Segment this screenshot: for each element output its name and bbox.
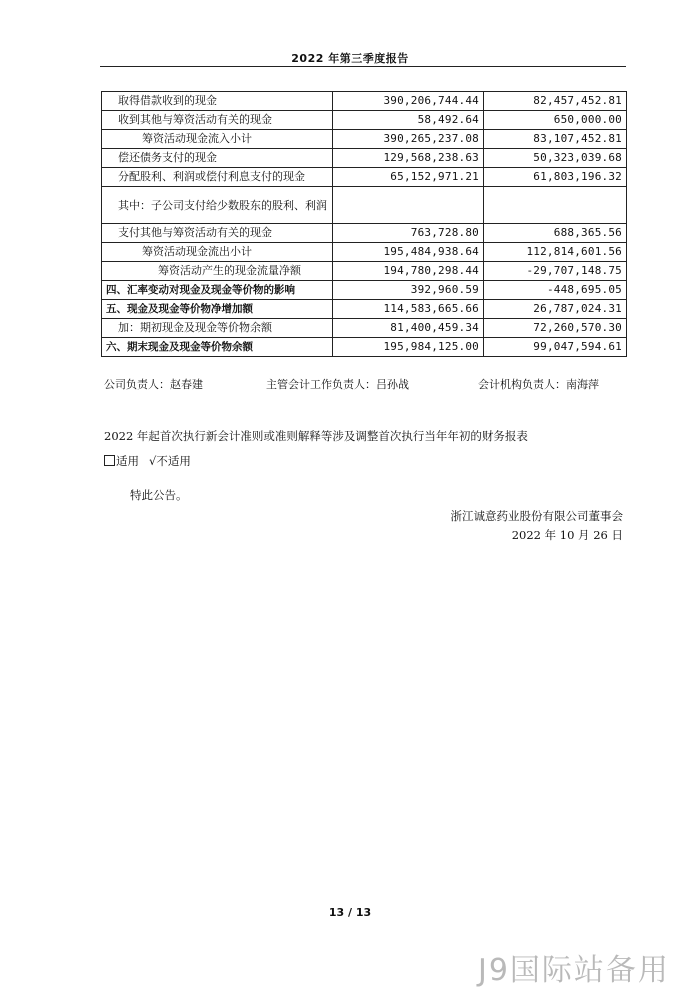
company-head-signature: 公司负责人：赵春建 — [104, 378, 203, 391]
row-label: 收到其他与筹资活动有关的现金 — [102, 111, 333, 130]
current-period-value: 58,492.64 — [333, 111, 484, 130]
table-row — [102, 319, 627, 338]
applicability-options — [104, 453, 191, 469]
table-row — [102, 168, 627, 187]
current-period-value: 194,780,298.44 — [333, 262, 484, 281]
row-label: 筹资活动产生的现金流量净额 — [102, 262, 333, 281]
prior-period-value: 112,814,601.56 — [484, 243, 627, 262]
prior-period-value — [484, 187, 627, 224]
not-applicable-label: 不适用 — [156, 454, 191, 468]
current-period-value: 392,960.59 — [333, 281, 484, 300]
board-signature: 浙江诚意药业股份有限公司董事会 — [450, 509, 623, 523]
current-period-value: 114,583,665.66 — [333, 300, 484, 319]
accounting-dept-head-signature: 会计机构负责人：南海萍 — [478, 378, 599, 391]
row-label: 加：期初现金及现金等价物余额 — [102, 319, 333, 338]
page-number: 13 / 13 — [328, 906, 372, 919]
table-row — [102, 281, 627, 300]
table-row — [102, 130, 627, 149]
row-label: 筹资活动现金流入小计 — [102, 130, 333, 149]
prior-period-value: 50,323,039.68 — [484, 149, 627, 168]
table-row — [102, 149, 627, 168]
prior-period-value: 82,457,452.81 — [484, 92, 627, 111]
prior-period-value: 26,787,024.31 — [484, 300, 627, 319]
row-label: 筹资活动现金流出小计 — [102, 243, 333, 262]
row-label: 其中：子公司支付给少数股东的股利、利润 — [102, 187, 333, 224]
prior-period-value: 83,107,452.81 — [484, 130, 627, 149]
accounting-head-signature: 主管会计工作负责人：吕孙战 — [266, 378, 409, 391]
prior-period-value: 99,047,594.61 — [484, 338, 627, 357]
table-row — [102, 224, 627, 243]
prior-period-value: 688,365.56 — [484, 224, 627, 243]
row-label: 六、期末现金及现金等价物余额 — [102, 338, 333, 357]
prior-period-value: 650,000.00 — [484, 111, 627, 130]
table-row — [102, 187, 627, 224]
current-period-value: 195,484,938.64 — [333, 243, 484, 262]
table-row — [102, 111, 627, 130]
prior-period-value: -29,707,148.75 — [484, 262, 627, 281]
table-row — [102, 338, 627, 357]
current-period-value — [333, 187, 484, 224]
row-label: 五、现金及现金等价物净增加额 — [102, 300, 333, 319]
table-row — [102, 262, 627, 281]
report-header-title: 2022 年第三季度报告 — [291, 52, 409, 65]
row-label: 取得借款收到的现金 — [102, 92, 333, 111]
row-label: 支付其他与筹资活动有关的现金 — [102, 224, 333, 243]
current-period-value: 390,206,744.44 — [333, 92, 484, 111]
table-row — [102, 300, 627, 319]
applicable-checkbox — [104, 455, 115, 466]
watermark-text: J9国际站备用 — [478, 953, 670, 988]
current-period-value: 81,400,459.34 — [333, 319, 484, 338]
row-label: 偿还债务支付的现金 — [102, 149, 333, 168]
prior-period-value: 72,260,570.30 — [484, 319, 627, 338]
table-row — [102, 243, 627, 262]
prior-period-value: -448,695.05 — [484, 281, 627, 300]
row-label: 分配股利、利润或偿付利息支付的现金 — [102, 168, 333, 187]
cash-flow-table — [101, 91, 627, 357]
current-period-value: 195,984,125.00 — [333, 338, 484, 357]
accounting-standard-notice: 2022 年起首次执行新会计准则或准则解释等涉及调整首次执行当年年初的财务报表 — [104, 429, 528, 443]
prior-period-value: 61,803,196.32 — [484, 168, 627, 187]
current-period-value: 129,568,238.63 — [333, 149, 484, 168]
check-icon: √ — [149, 454, 157, 468]
table-row — [102, 92, 627, 111]
header-divider — [100, 66, 626, 67]
current-period-value: 390,265,237.08 — [333, 130, 484, 149]
applicable-label: 适用 — [116, 454, 139, 468]
current-period-value: 65,152,971.21 — [333, 168, 484, 187]
row-label: 四、汇率变动对现金及现金等价物的影响 — [102, 281, 333, 300]
current-period-value: 763,728.80 — [333, 224, 484, 243]
announcement-date: 2022 年 10 月 26 日 — [511, 528, 623, 542]
announcement-text: 特此公告。 — [130, 488, 188, 502]
